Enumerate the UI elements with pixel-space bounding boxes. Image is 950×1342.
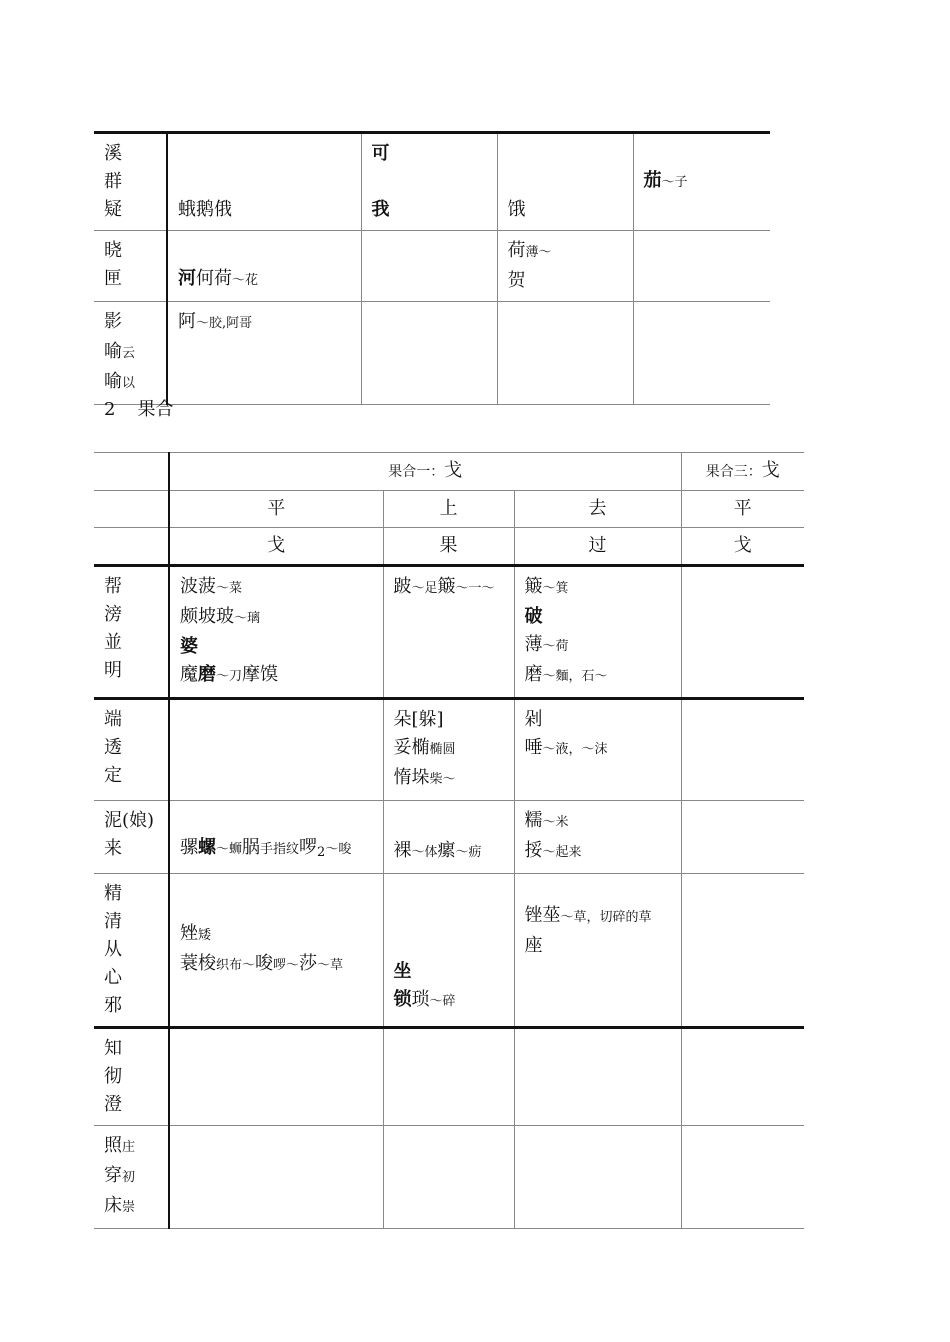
initial-main: 床 xyxy=(104,1195,122,1216)
char-text: 磨 xyxy=(198,664,216,685)
group-header-1 xyxy=(169,453,681,491)
initial-label xyxy=(104,308,156,338)
gloss-text: ～荷 xyxy=(542,639,569,654)
cell-line xyxy=(180,661,373,691)
initial-label: 精 xyxy=(104,883,122,904)
char-text: 瘰 xyxy=(437,840,456,861)
char-text: 可 xyxy=(371,143,390,164)
initial-label: 从 xyxy=(104,939,122,960)
cell-line xyxy=(180,633,373,661)
initial-label: 清 xyxy=(104,911,122,932)
cell-line xyxy=(372,196,487,224)
char-text: 莎 xyxy=(299,953,318,974)
tone-header: 上 xyxy=(383,491,514,528)
cell-line xyxy=(178,308,351,338)
initial-sub: 以 xyxy=(122,376,136,391)
group-header-3 xyxy=(681,453,804,491)
char-text: 妥椭 xyxy=(393,737,430,758)
initial-sub: 初 xyxy=(122,1170,136,1185)
initial-label xyxy=(104,1192,158,1222)
char-text: 剁 xyxy=(524,709,543,730)
gloss-text: ～草，切碎的草 xyxy=(560,910,652,925)
char-text: 坐 xyxy=(393,961,412,982)
cell-line xyxy=(525,661,671,691)
table-cell xyxy=(167,231,361,302)
char-text: 簸 xyxy=(524,576,543,597)
initial-sub: 云 xyxy=(122,346,136,361)
initial-label: 溪 xyxy=(104,143,122,164)
table-cell xyxy=(633,231,770,302)
gloss-text: 椭圆 xyxy=(429,742,456,757)
table-cell xyxy=(383,801,514,874)
initial-label xyxy=(104,1132,158,1162)
char-text: 摩馍 xyxy=(242,664,279,685)
table-cell xyxy=(633,302,770,405)
table-cell xyxy=(514,566,681,699)
gloss-text: 柴～ xyxy=(429,772,456,787)
table-cell xyxy=(167,302,361,405)
table-row xyxy=(94,133,770,231)
char-text: 我 xyxy=(371,199,390,220)
char-text: 螺 xyxy=(198,837,216,858)
table-cell xyxy=(514,801,681,874)
table-cell xyxy=(497,133,633,231)
char-text: 蛾鹅俄 xyxy=(178,199,232,220)
table-cell xyxy=(514,699,681,801)
table-cell xyxy=(169,566,383,699)
initials-cell xyxy=(94,1028,169,1126)
initial-label: 知 xyxy=(104,1038,122,1059)
initial-label xyxy=(104,1162,158,1192)
gloss-text: ～唆 xyxy=(325,842,352,857)
table-cell xyxy=(681,801,804,874)
char-text: 琐 xyxy=(411,989,430,1010)
initials-cell xyxy=(94,302,167,405)
cell-line xyxy=(508,267,623,295)
table-header-row xyxy=(94,528,804,566)
table-cell xyxy=(681,874,804,1028)
table-row xyxy=(94,1126,804,1229)
char-text: 糯 xyxy=(524,810,543,831)
table-row xyxy=(94,566,804,699)
initial-sub: 庄 xyxy=(122,1140,136,1155)
rhyme-header: 戈 xyxy=(169,528,383,566)
table-cell xyxy=(361,302,497,405)
gloss-text: 手指纹 xyxy=(260,842,300,857)
table-cell xyxy=(681,1028,804,1126)
table-cell xyxy=(497,231,633,302)
tone-header: 平 xyxy=(169,491,383,528)
cell-line xyxy=(525,631,671,661)
initial-label: 端 xyxy=(104,709,122,730)
table-cell xyxy=(497,302,633,405)
char-text: 跛 xyxy=(393,576,412,597)
initial-main: 影 xyxy=(104,311,122,332)
char-text: 啰 xyxy=(299,837,318,858)
table-row xyxy=(94,231,770,302)
initial-main: 喻 xyxy=(104,371,122,392)
char-text: 脶 xyxy=(242,837,261,858)
initial-label: 並 xyxy=(104,632,122,653)
table-cell xyxy=(514,874,681,1028)
cell-line xyxy=(394,734,504,764)
initial-label xyxy=(104,368,156,398)
cell-line xyxy=(180,573,373,603)
group-rhyme: 戈 xyxy=(444,460,463,481)
initial-main: 照 xyxy=(104,1135,122,1156)
table-header-row xyxy=(94,453,804,491)
char-text: 贺 xyxy=(507,270,526,291)
initial-sub: 崇 xyxy=(122,1200,136,1215)
table-cell xyxy=(169,1126,383,1229)
initials-cell xyxy=(94,566,169,699)
gloss-text: ～足 xyxy=(411,581,438,596)
char-text: 茄 xyxy=(643,170,662,191)
initial-label: 泥(娘) xyxy=(104,810,155,831)
cell-line xyxy=(180,834,373,867)
gloss-text: 2 xyxy=(317,845,326,860)
initial-label: 澄 xyxy=(104,1094,122,1115)
gloss-text: ～刀 xyxy=(216,669,243,684)
gloss-text: ～体 xyxy=(411,845,438,860)
gloss-text: 织布～ xyxy=(216,958,256,973)
char-text: 唾 xyxy=(524,737,543,758)
gloss-text: 啰～ xyxy=(273,958,300,973)
table-cell xyxy=(169,699,383,801)
table-cell xyxy=(361,231,497,302)
rhyme-header: 戈 xyxy=(681,528,804,566)
char-text: 荷 xyxy=(507,240,526,261)
group-name: 果合三： xyxy=(705,464,762,480)
cell-line xyxy=(525,706,671,734)
gloss-text: ～一～ xyxy=(455,581,495,596)
header-corner-cell xyxy=(94,491,169,528)
section-heading xyxy=(104,396,173,424)
char-text: 饿 xyxy=(507,199,526,220)
gloss-text: ～花 xyxy=(232,273,259,288)
table-cell xyxy=(514,1126,681,1229)
cell-line xyxy=(525,837,671,867)
gloss-text: ～碎 xyxy=(429,994,456,1009)
table-row xyxy=(94,874,804,1028)
gloss-text: ～麵，石～ xyxy=(542,669,608,684)
table-cell xyxy=(383,566,514,699)
initial-label: 疑 xyxy=(104,199,122,220)
initials-cell xyxy=(94,231,167,302)
section-number: 2 xyxy=(104,399,116,420)
gloss-text: 薄～ xyxy=(525,245,552,260)
rhyme-header: 过 xyxy=(514,528,681,566)
header-corner-cell xyxy=(94,528,169,566)
gloss-text: ～蛳 xyxy=(216,842,243,857)
cell-line xyxy=(508,196,623,224)
initials-cell xyxy=(94,133,167,231)
gloss-text: ～液，～沫 xyxy=(542,742,608,757)
char-text: 何荷 xyxy=(196,268,232,289)
char-text: 惰垛 xyxy=(393,767,430,788)
cell-line xyxy=(394,573,504,603)
initials-cell xyxy=(94,874,169,1028)
char-text: 矬 xyxy=(180,923,198,944)
char-text: 薄 xyxy=(524,634,543,655)
gloss-text: ～子 xyxy=(661,175,688,190)
initial-label: 滂 xyxy=(104,604,122,625)
initial-label: 彻 xyxy=(104,1066,122,1087)
table-cell xyxy=(681,566,804,699)
gloss-text: ～米 xyxy=(542,815,569,830)
group-name: 果合一： xyxy=(388,464,445,480)
group-rhyme: 戈 xyxy=(761,460,780,481)
cell-line xyxy=(525,902,671,932)
tone-header: 平 xyxy=(681,491,804,528)
cell-line xyxy=(178,196,351,224)
cell-line xyxy=(180,950,373,980)
cell-line xyxy=(644,167,761,197)
cell-line xyxy=(394,958,504,986)
gloss-text: ～箕 xyxy=(542,581,569,596)
table-row xyxy=(94,302,770,405)
table-row xyxy=(94,1028,804,1126)
table-row xyxy=(94,699,804,801)
initial-label: 明 xyxy=(104,660,122,681)
initial-label: 邪 xyxy=(104,995,122,1016)
table-cell xyxy=(383,1126,514,1229)
cell-line xyxy=(180,920,373,950)
gloss-text: ～疬 xyxy=(455,845,482,860)
cell-line xyxy=(508,237,623,267)
initial-label: 定 xyxy=(104,765,122,786)
gloss-text: ～胶,阿哥 xyxy=(196,316,253,331)
cell-line xyxy=(178,265,351,295)
initials-cell xyxy=(94,1126,169,1229)
table-cell xyxy=(383,1028,514,1126)
char-text: 破 xyxy=(524,606,543,627)
char-text: 簸 xyxy=(437,576,456,597)
table-row xyxy=(94,801,804,874)
initials-cell xyxy=(94,699,169,801)
char-text: 座 xyxy=(524,935,543,956)
table-cell xyxy=(681,699,804,801)
rhyme-table-1 xyxy=(94,131,770,405)
initial-label: 群 xyxy=(104,171,122,192)
char-text: 婆 xyxy=(180,636,198,657)
table-cell xyxy=(514,1028,681,1126)
rhyme-header: 果 xyxy=(383,528,514,566)
char-text: 波菠 xyxy=(180,576,216,597)
initial-label: 透 xyxy=(104,737,122,758)
initial-label: 心 xyxy=(104,967,122,988)
gloss-text: ～起来 xyxy=(542,845,582,860)
cell-line xyxy=(394,986,504,1016)
table-cell xyxy=(361,133,497,231)
table-cell xyxy=(169,1028,383,1126)
cell-line xyxy=(525,932,671,960)
table-cell xyxy=(681,1126,804,1229)
char-text: 骡 xyxy=(180,837,198,858)
gloss-text: ～草 xyxy=(317,958,344,973)
initial-label: 帮 xyxy=(104,576,122,597)
cell-line xyxy=(525,573,671,603)
cell-line xyxy=(525,807,671,837)
tone-header: 去 xyxy=(514,491,681,528)
cell-line xyxy=(525,603,671,631)
table-cell xyxy=(383,874,514,1028)
table-cell xyxy=(633,133,770,231)
char-text: 锉莝 xyxy=(524,905,561,926)
char-text: 河 xyxy=(178,268,196,289)
char-text: 锁 xyxy=(393,989,412,1010)
gloss-text: 矮 xyxy=(198,928,212,943)
table-cell xyxy=(383,699,514,801)
char-text: 磨 xyxy=(524,664,543,685)
cell-line xyxy=(394,706,504,734)
table-cell xyxy=(169,801,383,874)
char-text: 朵[躲] xyxy=(393,709,444,730)
header-corner-cell xyxy=(94,453,169,491)
initial-label xyxy=(104,338,156,368)
char-text: 挼 xyxy=(524,840,543,861)
initial-main: 穿 xyxy=(104,1165,122,1186)
cell-line xyxy=(525,734,671,764)
char-text: 魔 xyxy=(180,664,198,685)
rhyme-table-2 xyxy=(94,452,804,1229)
gloss-text: ～菜 xyxy=(216,581,243,596)
table-cell xyxy=(167,133,361,231)
char-text: 唆 xyxy=(255,953,274,974)
cell-line xyxy=(372,168,487,196)
initial-label: 晓 xyxy=(104,240,122,261)
cell-line xyxy=(394,837,504,867)
initial-main: 喻 xyxy=(104,341,122,362)
char-text: 蓑梭 xyxy=(180,953,216,974)
char-text: 颇坡玻 xyxy=(180,606,234,627)
initial-label: 来 xyxy=(104,838,122,859)
cell-line xyxy=(394,764,504,794)
cell-line xyxy=(372,140,487,168)
section-title: 果合 xyxy=(137,399,174,420)
initial-label: 匣 xyxy=(104,268,122,289)
table-header-row xyxy=(94,491,804,528)
table-cell xyxy=(169,874,383,1028)
char-text: 阿 xyxy=(178,311,196,332)
gloss-text: ～璃 xyxy=(234,611,261,626)
char-text: 裸 xyxy=(393,840,412,861)
initials-cell xyxy=(94,801,169,874)
cell-line xyxy=(180,603,373,633)
